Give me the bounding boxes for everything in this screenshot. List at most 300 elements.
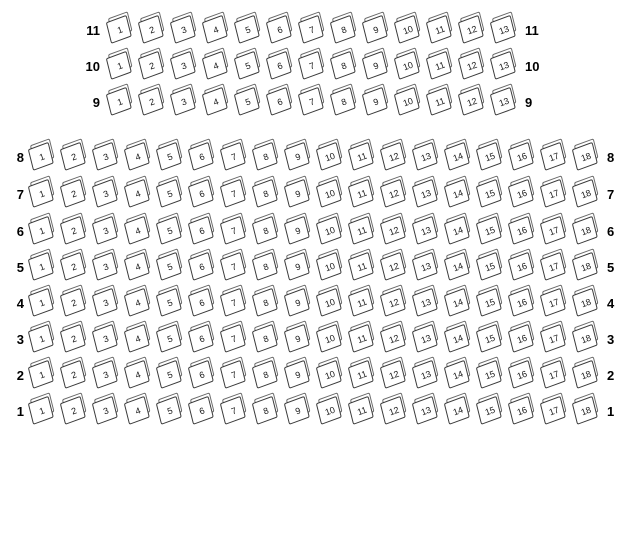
seat-number: 14	[451, 332, 465, 346]
seat-icon[interactable]	[28, 181, 58, 209]
seat-icon[interactable]	[252, 290, 282, 318]
seat-icon[interactable]	[508, 326, 538, 354]
seat-icon[interactable]	[28, 254, 58, 282]
seat-number: 3	[101, 297, 111, 309]
seat-icon[interactable]	[220, 218, 250, 246]
seat-icon[interactable]	[316, 362, 346, 390]
seat-icon[interactable]	[156, 254, 186, 282]
seat-icon[interactable]	[266, 53, 296, 81]
seat-icon[interactable]	[138, 89, 168, 117]
seat-icon[interactable]	[170, 53, 200, 81]
seat-number: 1	[37, 297, 47, 309]
seat-number: 14	[451, 187, 465, 201]
seat-icon[interactable]	[138, 17, 168, 45]
seat-icon[interactable]	[426, 89, 456, 117]
seat-icon[interactable]	[156, 218, 186, 246]
row-label-right: 1	[607, 404, 615, 419]
seat-number: 4	[211, 96, 221, 108]
seat-icon[interactable]	[252, 181, 282, 209]
seat-icon[interactable]	[348, 398, 378, 426]
seat-icon[interactable]	[234, 53, 264, 81]
seat-icon[interactable]	[412, 218, 442, 246]
seat-icon[interactable]	[202, 53, 232, 81]
seat-number: 9	[293, 261, 303, 273]
seat-icon[interactable]	[348, 181, 378, 209]
seat-number: 10	[323, 187, 337, 201]
seat-icon[interactable]	[444, 144, 474, 172]
seat-icon[interactable]	[348, 362, 378, 390]
seat-icon[interactable]	[572, 398, 602, 426]
seat-number: 10	[323, 150, 337, 164]
seat-icon[interactable]	[252, 362, 282, 390]
seat-icon[interactable]	[170, 89, 200, 117]
seat-icon[interactable]	[60, 218, 90, 246]
seat-icon[interactable]	[458, 89, 488, 117]
seat-number: 6	[197, 369, 207, 381]
seat-icon[interactable]	[28, 290, 58, 318]
seat-number: 1	[115, 96, 125, 108]
seat-icon[interactable]	[60, 290, 90, 318]
seat-icon[interactable]	[284, 326, 314, 354]
seat-icon[interactable]	[508, 254, 538, 282]
seat-number: 11	[355, 296, 369, 310]
seat-number: 4	[133, 405, 143, 417]
seat-number: 6	[197, 261, 207, 273]
seat-icon[interactable]	[188, 144, 218, 172]
seat-icon[interactable]	[540, 254, 570, 282]
seat-icon[interactable]	[202, 89, 232, 117]
seat-icon[interactable]	[508, 144, 538, 172]
seat-icon[interactable]	[316, 398, 346, 426]
seat-number: 7	[229, 188, 239, 200]
seat-icon[interactable]	[252, 144, 282, 172]
seat-icon[interactable]	[380, 398, 410, 426]
seat-icon[interactable]	[28, 398, 58, 426]
seat-icon[interactable]	[444, 290, 474, 318]
seat-icon[interactable]	[156, 144, 186, 172]
seat-icon[interactable]	[266, 17, 296, 45]
seat-number: 13	[419, 224, 433, 238]
seat-number: 9	[371, 60, 381, 72]
seat-icon[interactable]	[106, 53, 136, 81]
seat-icon[interactable]	[348, 326, 378, 354]
seat-number: 8	[261, 261, 271, 273]
seat-icon[interactable]	[540, 144, 570, 172]
seat-number: 16	[515, 224, 529, 238]
seat-number: 14	[451, 368, 465, 382]
row-label-left: 6	[16, 224, 24, 239]
seat-icon[interactable]	[92, 218, 122, 246]
seat-icon[interactable]	[60, 326, 90, 354]
seat-number: 8	[261, 405, 271, 417]
seat-icon[interactable]	[124, 218, 154, 246]
seat-icon[interactable]	[476, 218, 506, 246]
seat-number: 18	[579, 150, 593, 164]
seat-icon[interactable]	[298, 89, 328, 117]
row-label-left: 7	[16, 187, 24, 202]
seat-icon[interactable]	[124, 398, 154, 426]
seat-number: 15	[483, 332, 497, 346]
seat-icon[interactable]	[316, 218, 346, 246]
seat-icon[interactable]	[284, 144, 314, 172]
seat-row	[16, 180, 629, 210]
seat-icon[interactable]	[444, 218, 474, 246]
seat-icon[interactable]	[572, 144, 602, 172]
seat-number: 5	[165, 405, 175, 417]
seat-icon[interactable]	[330, 17, 360, 45]
seat-icon[interactable]	[330, 53, 360, 81]
seat-icon[interactable]	[298, 17, 328, 45]
seat-number: 7	[229, 333, 239, 345]
seat-icon[interactable]	[252, 326, 282, 354]
seat-number: 17	[547, 150, 561, 164]
seat-icon[interactable]	[28, 218, 58, 246]
seat-icon[interactable]	[188, 181, 218, 209]
seat-icon[interactable]	[156, 398, 186, 426]
seat-number: 15	[483, 187, 497, 201]
seat-icon[interactable]	[316, 254, 346, 282]
seat-number: 1	[37, 188, 47, 200]
seat-icon[interactable]	[92, 290, 122, 318]
seat-number: 5	[165, 151, 175, 163]
seat-icon[interactable]	[284, 254, 314, 282]
seat-number: 3	[101, 405, 111, 417]
seat-icon[interactable]	[572, 254, 602, 282]
seat-icon[interactable]	[380, 254, 410, 282]
seat-icon[interactable]	[348, 218, 378, 246]
seat-row	[16, 217, 629, 247]
seat-icon[interactable]	[412, 362, 442, 390]
seat-group	[27, 144, 603, 172]
row-label-left: 9	[92, 95, 100, 110]
seat-icon[interactable]	[298, 53, 328, 81]
seat-icon[interactable]	[220, 254, 250, 282]
seat-number: 15	[483, 224, 497, 238]
seat-icon[interactable]	[572, 218, 602, 246]
seat-number: 6	[197, 405, 207, 417]
seat-icon[interactable]	[284, 362, 314, 390]
seat-number: 2	[69, 261, 79, 273]
seat-number: 18	[579, 368, 593, 382]
seat-icon[interactable]	[412, 144, 442, 172]
seat-number: 10	[401, 95, 415, 109]
seat-icon[interactable]	[106, 17, 136, 45]
seat-number: 3	[101, 369, 111, 381]
seat-icon[interactable]	[92, 362, 122, 390]
seat-number: 11	[355, 332, 369, 346]
seat-icon[interactable]	[316, 181, 346, 209]
seat-icon[interactable]	[220, 144, 250, 172]
seat-icon[interactable]	[476, 398, 506, 426]
seat-icon[interactable]	[60, 144, 90, 172]
seat-icon[interactable]	[426, 53, 456, 81]
seat-icon[interactable]	[394, 53, 424, 81]
seat-icon[interactable]	[316, 144, 346, 172]
seat-number: 12	[387, 296, 401, 310]
seat-number: 2	[69, 225, 79, 237]
seat-number: 16	[515, 332, 529, 346]
seat-icon[interactable]	[572, 290, 602, 318]
seat-number: 3	[101, 333, 111, 345]
seat-number: 4	[133, 151, 143, 163]
seat-icon[interactable]	[188, 254, 218, 282]
seat-icon[interactable]	[380, 218, 410, 246]
seat-icon[interactable]	[426, 17, 456, 45]
seat-number: 12	[387, 260, 401, 274]
seat-icon[interactable]	[380, 181, 410, 209]
seat-number: 8	[339, 96, 349, 108]
seat-icon[interactable]	[394, 89, 424, 117]
seat-number: 4	[133, 369, 143, 381]
seat-number: 1	[115, 24, 125, 36]
seat-icon[interactable]	[60, 181, 90, 209]
seat-icon[interactable]	[412, 181, 442, 209]
seat-number: 4	[133, 261, 143, 273]
seat-number: 9	[293, 151, 303, 163]
seat-number: 17	[547, 296, 561, 310]
seat-icon[interactable]	[508, 218, 538, 246]
seat-icon[interactable]	[124, 362, 154, 390]
seat-icon[interactable]	[156, 326, 186, 354]
seat-icon[interactable]	[60, 254, 90, 282]
seat-icon[interactable]	[444, 326, 474, 354]
seat-icon[interactable]	[380, 362, 410, 390]
seat-icon[interactable]	[572, 362, 602, 390]
row-label-right: 10	[525, 59, 540, 74]
seat-number: 5	[165, 369, 175, 381]
seat-number: 11	[433, 23, 447, 37]
row-label-left: 1	[16, 404, 24, 419]
seat-icon[interactable]	[490, 89, 520, 117]
seat-icon[interactable]	[266, 89, 296, 117]
seat-number: 8	[261, 151, 271, 163]
seat-number: 2	[69, 333, 79, 345]
seat-icon[interactable]	[316, 290, 346, 318]
seat-number: 17	[547, 404, 561, 418]
seat-number: 13	[419, 368, 433, 382]
row-label-left: 2	[16, 368, 24, 383]
seat-icon[interactable]	[252, 218, 282, 246]
seat-group	[27, 290, 603, 318]
seat-icon[interactable]	[316, 326, 346, 354]
seat-icon[interactable]	[476, 362, 506, 390]
seat-icon[interactable]	[28, 144, 58, 172]
seat-number: 7	[229, 369, 239, 381]
seat-icon[interactable]	[540, 326, 570, 354]
seat-group	[27, 218, 603, 246]
seat-icon[interactable]	[220, 290, 250, 318]
seat-icon[interactable]	[60, 362, 90, 390]
seat-number: 3	[179, 24, 189, 36]
seat-number: 1	[115, 60, 125, 72]
seat-icon[interactable]	[540, 290, 570, 318]
seat-icon[interactable]	[138, 53, 168, 81]
seat-icon[interactable]	[124, 254, 154, 282]
seat-number: 9	[293, 369, 303, 381]
row-label-right: 7	[607, 187, 615, 202]
seat-icon[interactable]	[508, 362, 538, 390]
seat-icon[interactable]	[92, 326, 122, 354]
seat-icon[interactable]	[188, 398, 218, 426]
seat-number: 2	[147, 96, 157, 108]
seat-icon[interactable]	[476, 144, 506, 172]
row-label-right: 6	[607, 224, 615, 239]
row-label-left: 3	[16, 332, 24, 347]
seat-icon[interactable]	[234, 89, 264, 117]
seat-icon[interactable]	[92, 398, 122, 426]
seat-group	[27, 362, 603, 390]
seat-icon[interactable]	[444, 181, 474, 209]
row-label-right: 2	[607, 368, 615, 383]
seat-icon[interactable]	[444, 362, 474, 390]
seat-icon[interactable]	[284, 398, 314, 426]
seat-icon[interactable]	[92, 254, 122, 282]
seat-icon[interactable]	[156, 362, 186, 390]
seat-icon[interactable]	[508, 181, 538, 209]
seat-icon[interactable]	[188, 290, 218, 318]
seat-number: 8	[261, 188, 271, 200]
seat-icon[interactable]	[234, 17, 264, 45]
seat-icon[interactable]	[540, 398, 570, 426]
row-label-left: 8	[16, 150, 24, 165]
seat-icon[interactable]	[476, 254, 506, 282]
seat-number: 15	[483, 368, 497, 382]
seat-number: 8	[339, 60, 349, 72]
seat-icon[interactable]	[508, 290, 538, 318]
seat-icon[interactable]	[188, 362, 218, 390]
seat-number: 11	[433, 59, 447, 73]
seat-icon[interactable]	[362, 89, 392, 117]
seat-icon[interactable]	[124, 144, 154, 172]
seat-icon[interactable]	[394, 17, 424, 45]
seat-number: 13	[419, 404, 433, 418]
seat-icon[interactable]	[540, 362, 570, 390]
seat-number: 18	[579, 224, 593, 238]
seat-icon[interactable]	[348, 290, 378, 318]
seat-number: 17	[547, 368, 561, 382]
seat-number: 6	[197, 151, 207, 163]
seat-icon[interactable]	[412, 254, 442, 282]
seat-icon[interactable]	[348, 254, 378, 282]
seat-group	[27, 181, 603, 209]
seat-number: 13	[419, 260, 433, 274]
seat-icon[interactable]	[444, 254, 474, 282]
seat-icon[interactable]	[188, 218, 218, 246]
seat-icon[interactable]	[284, 290, 314, 318]
seat-icon[interactable]	[412, 398, 442, 426]
seat-icon[interactable]	[156, 290, 186, 318]
seat-number: 6	[197, 333, 207, 345]
seat-icon[interactable]	[476, 326, 506, 354]
seat-icon[interactable]	[156, 181, 186, 209]
seat-number: 4	[211, 60, 221, 72]
seat-icon[interactable]	[490, 53, 520, 81]
seat-number: 3	[101, 188, 111, 200]
seat-icon[interactable]	[380, 326, 410, 354]
seat-icon[interactable]	[362, 17, 392, 45]
seat-number: 5	[165, 297, 175, 309]
seat-icon[interactable]	[92, 144, 122, 172]
seat-icon[interactable]	[220, 181, 250, 209]
seat-icon[interactable]	[380, 144, 410, 172]
seat-number: 5	[165, 261, 175, 273]
seat-number: 10	[323, 296, 337, 310]
seat-icon[interactable]	[284, 218, 314, 246]
seat-icon[interactable]	[572, 181, 602, 209]
seat-number: 7	[229, 225, 239, 237]
seat-icon[interactable]	[170, 17, 200, 45]
seat-icon[interactable]	[476, 290, 506, 318]
seat-icon[interactable]	[458, 17, 488, 45]
seat-icon[interactable]	[540, 181, 570, 209]
seat-number: 4	[133, 297, 143, 309]
seat-number: 7	[307, 60, 317, 72]
seat-number: 5	[243, 24, 253, 36]
seat-icon[interactable]	[490, 17, 520, 45]
seat-icon[interactable]	[106, 89, 136, 117]
seat-number: 6	[275, 60, 285, 72]
seat-icon[interactable]	[252, 254, 282, 282]
seat-icon[interactable]	[188, 326, 218, 354]
seat-icon[interactable]	[124, 326, 154, 354]
seat-icon[interactable]	[572, 326, 602, 354]
seat-number: 3	[101, 225, 111, 237]
seat-icon[interactable]	[476, 181, 506, 209]
seat-icon[interactable]	[252, 398, 282, 426]
seat-icon[interactable]	[202, 17, 232, 45]
seat-number: 7	[307, 24, 317, 36]
seat-number: 18	[579, 404, 593, 418]
seat-icon[interactable]	[220, 398, 250, 426]
row-label-right: 9	[525, 95, 533, 110]
seat-icon[interactable]	[444, 398, 474, 426]
seat-icon[interactable]	[220, 326, 250, 354]
seat-icon[interactable]	[28, 362, 58, 390]
seat-number: 18	[579, 296, 593, 310]
seat-icon[interactable]	[348, 144, 378, 172]
seat-number: 5	[165, 225, 175, 237]
seat-icon[interactable]	[540, 218, 570, 246]
seat-number: 12	[387, 187, 401, 201]
seat-number: 13	[497, 95, 511, 109]
seat-row	[86, 16, 547, 46]
seat-icon[interactable]	[124, 290, 154, 318]
seat-number: 7	[229, 405, 239, 417]
seat-number: 9	[371, 96, 381, 108]
seat-number: 3	[179, 96, 189, 108]
seat-icon[interactable]	[284, 181, 314, 209]
seat-number: 4	[133, 333, 143, 345]
seat-icon[interactable]	[92, 181, 122, 209]
seat-icon[interactable]	[220, 362, 250, 390]
seat-icon[interactable]	[330, 89, 360, 117]
seat-icon[interactable]	[412, 290, 442, 318]
seat-icon[interactable]	[60, 398, 90, 426]
seat-icon[interactable]	[28, 326, 58, 354]
seat-number: 8	[339, 24, 349, 36]
seat-icon[interactable]	[412, 326, 442, 354]
seat-icon[interactable]	[508, 398, 538, 426]
seat-icon[interactable]	[124, 181, 154, 209]
row-label-left: 10	[85, 59, 100, 74]
seat-number: 12	[465, 95, 479, 109]
seat-icon[interactable]	[362, 53, 392, 81]
seat-icon[interactable]	[380, 290, 410, 318]
row-label-left: 5	[16, 260, 24, 275]
seat-row	[92, 88, 547, 118]
seat-icon[interactable]	[458, 53, 488, 81]
seat-row	[16, 289, 629, 319]
